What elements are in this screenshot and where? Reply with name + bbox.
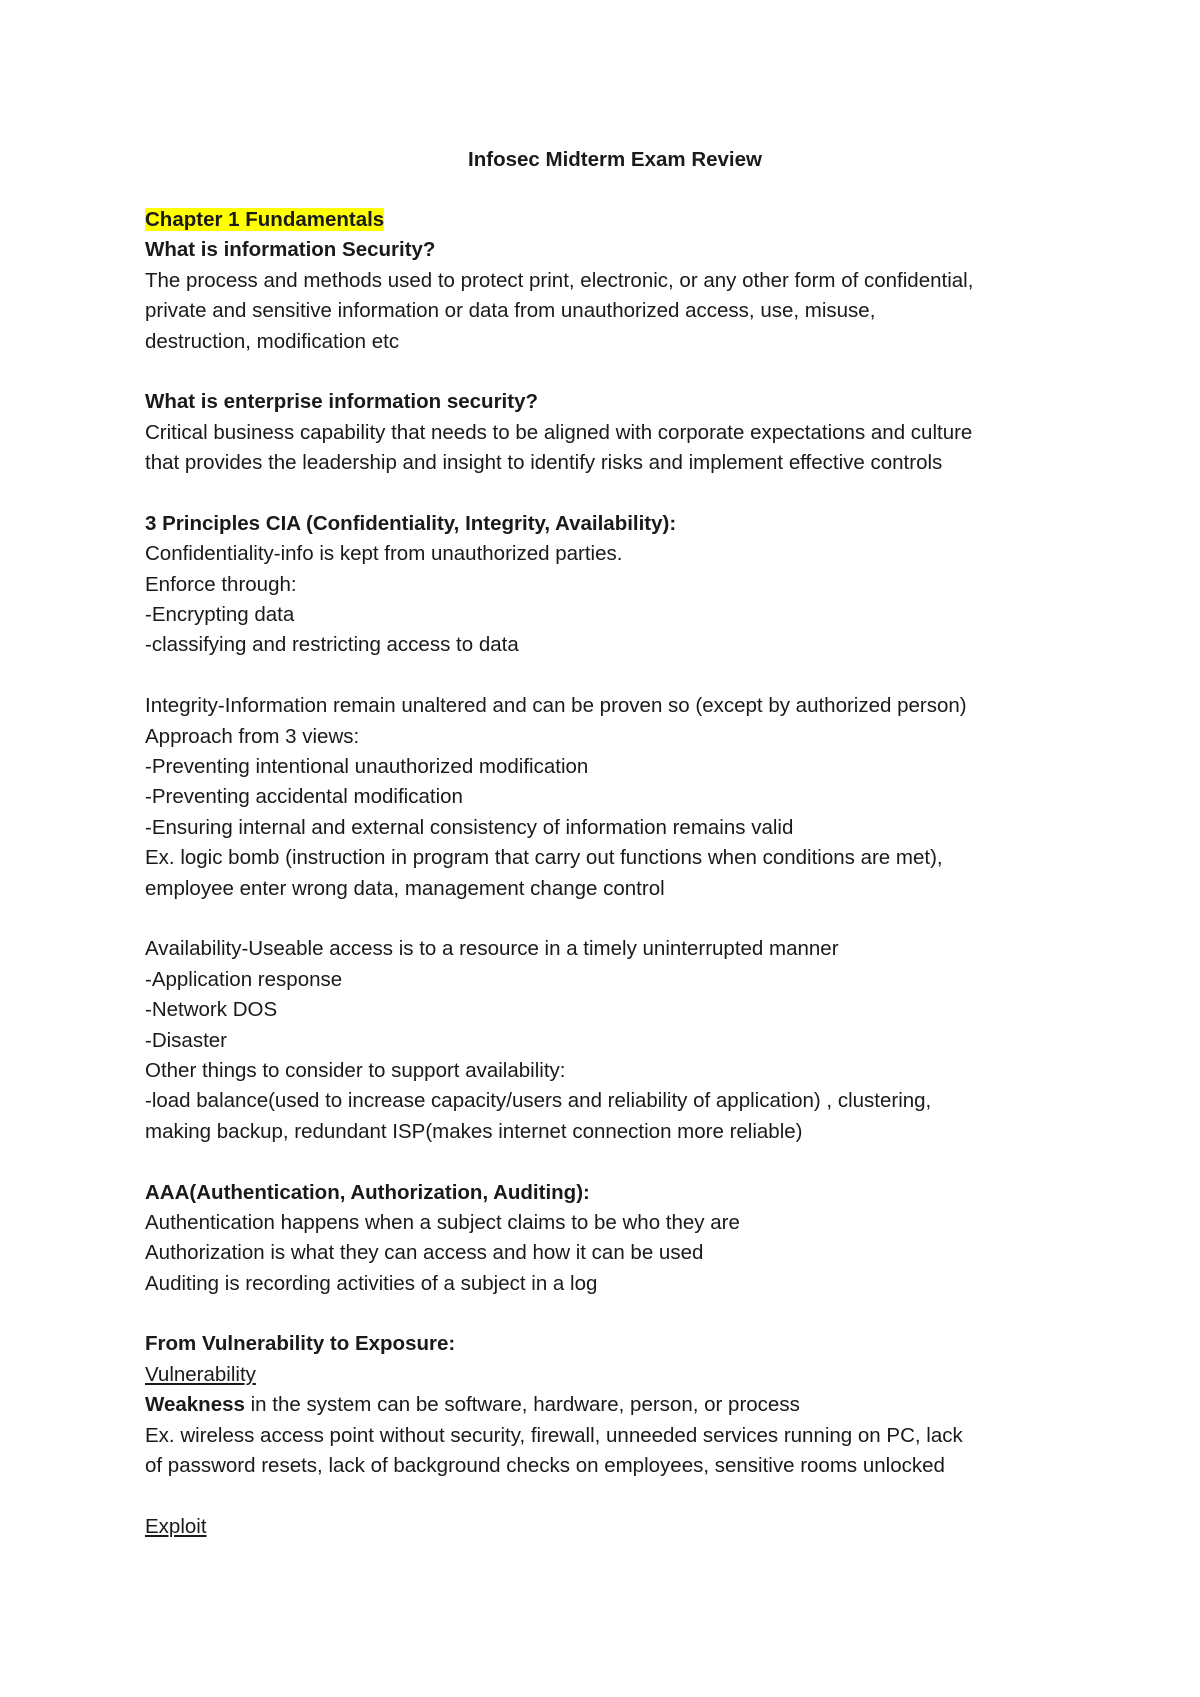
weakness-definition: in the system can be software, hardware, person, or process xyxy=(244,1393,800,1417)
paragraph-line: that provides the leadership and insight to identify risks and implement effective controls xyxy=(145,451,943,475)
paragraph-line: The process and methods used to protect print, electronic, or any other form of confidential, xyxy=(145,268,974,292)
spacer xyxy=(145,479,1085,509)
list-item: -Ensuring internal and external consistency of information remains valid xyxy=(145,815,794,839)
list-item: -classifying and restricting access to data xyxy=(145,633,519,657)
list-item: -Preventing intentional unauthorized modification xyxy=(145,755,589,779)
paragraph-line: employee enter wrong data, management change control xyxy=(145,876,665,900)
list-item: -Network DOS xyxy=(145,998,278,1022)
list-item: -Disaster xyxy=(145,1028,228,1052)
paragraph-line: Ex. logic bomb (instruction in program that carry out functions when conditions are met), xyxy=(145,846,943,870)
question-heading: What is information Security? xyxy=(145,238,436,262)
question-heading: What is enterprise information security? xyxy=(145,390,538,414)
subheading-line xyxy=(145,1512,1085,1542)
chapter-heading-highlight: Chapter 1 Fundamentals xyxy=(145,208,385,231)
section-heading: AAA(Authentication, Authorization, Auditing): xyxy=(145,1180,590,1204)
spacer xyxy=(145,357,1085,387)
paragraph-line: private and sensitive information or data from unauthorized access, use, misuse, xyxy=(145,299,876,323)
paragraph-line: Authentication happens when a subject claims to be who they are xyxy=(145,1210,740,1234)
list-item: -Application response xyxy=(145,967,343,991)
subheading-line xyxy=(145,1360,1085,1390)
paragraph-line xyxy=(145,1390,1085,1420)
paragraph-line: Other things to consider to support availability: xyxy=(145,1058,566,1082)
section-heading: 3 Principles CIA (Confidentiality, Integrity, Availability): xyxy=(145,511,677,535)
vulnerability-subheading: Vulnerability xyxy=(145,1362,256,1386)
spacer xyxy=(145,1481,1085,1511)
paragraph-line: Enforce through: xyxy=(145,572,297,596)
paragraph-line: of password resets, lack of background checks on employees, sensitive rooms unlocked xyxy=(145,1454,945,1478)
paragraph-line: Auditing is recording activities of a subject in a log xyxy=(145,1271,598,1295)
section-heading: From Vulnerability to Exposure: xyxy=(145,1332,456,1356)
spacer xyxy=(145,904,1085,934)
paragraph-line: Approach from 3 views: xyxy=(145,724,360,748)
paragraph-line: destruction, modification etc xyxy=(145,329,400,353)
weakness-term: Weakness xyxy=(145,1393,245,1417)
list-item: -Encrypting data xyxy=(145,603,295,627)
paragraph-line: Ex. wireless access point without security, firewall, unneeded services running on PC, lack xyxy=(145,1423,963,1447)
paragraph-line: making backup, redundant ISP(makes internet connection more reliable) xyxy=(145,1119,803,1143)
paragraph-line: Integrity-Information remain unaltered and can be proven so (except by authorized person) xyxy=(145,694,967,718)
spacer xyxy=(145,1147,1085,1177)
spacer xyxy=(145,661,1085,691)
paragraph-line: Critical business capability that needs to be aligned with corporate expectations and culture xyxy=(145,420,973,444)
paragraph-line: Confidentiality-info is kept from unauthorized parties. xyxy=(145,542,623,566)
paragraph-line: Availability-Useable access is to a resource in a timely uninterrupted manner xyxy=(145,937,839,961)
paragraph-line: Authorization is what they can access and how it can be used xyxy=(145,1241,704,1265)
list-item: -Preventing accidental modification xyxy=(145,785,463,809)
document-page xyxy=(145,145,1085,1542)
exploit-subheading: Exploit xyxy=(145,1514,207,1538)
list-item: -load balance(used to increase capacity/users and reliability of application) , clustering, xyxy=(145,1089,932,1113)
spacer xyxy=(145,1299,1085,1329)
chapter-heading xyxy=(145,205,1085,235)
document-title: Infosec Midterm Exam Review xyxy=(468,148,762,171)
